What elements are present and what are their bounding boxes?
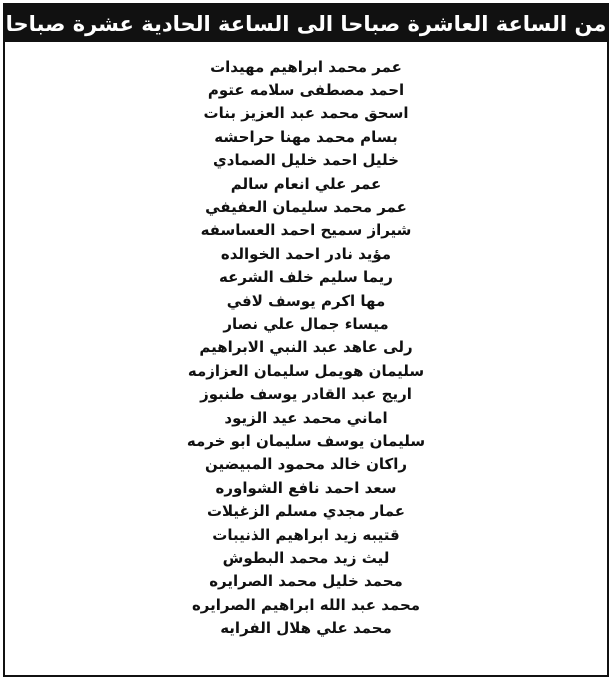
- list-item: محمد عبد الله ابراهيم الصرايره: [191, 595, 421, 614]
- list-item: مؤيد نادر احمد الخوالده: [220, 244, 392, 263]
- list-item: خليل احمد خليل الصمادي: [213, 151, 399, 170]
- list-item: ميساء جمال علي نصار: [223, 314, 389, 333]
- list-item: عمار مجدي مسلم الزغيلات: [206, 502, 406, 521]
- list-item: سعد احمد نافع الشواوره: [215, 478, 397, 497]
- list-item: رلى عاهد عبد النبي الابراهيم: [199, 338, 413, 357]
- list-item: اماني محمد عيد الزيود: [224, 408, 388, 427]
- list-item: مها اكرم يوسف لافي: [226, 291, 386, 310]
- list-item: احمد مصطفى سلامه عتوم: [207, 81, 405, 100]
- page-frame: [3, 3, 609, 677]
- list-item: ليث زيد محمد البطوش: [222, 548, 390, 567]
- list-item: سليمان يوسف سليمان ابو خرمه: [186, 431, 426, 450]
- list-item: اسحق محمد عبد العزيز بنات: [203, 104, 409, 123]
- list-item: عمر محمد سليمان العفيفي: [205, 198, 407, 217]
- list-item: قتيبه زيد ابراهيم الذنيبات: [212, 525, 400, 544]
- list-item: عمر محمد ابراهيم مهيدات: [210, 57, 402, 76]
- names-list: [5, 55, 607, 640]
- list-item: اريج عبد القادر يوسف طنبوز: [200, 385, 412, 404]
- list-item: ريما سليم خلف الشرعه: [219, 268, 393, 287]
- list-item: راكان خالد محمود المبيضين: [204, 455, 408, 474]
- header-title: من الساعة العاشرة صباحا الى الساعة الحادية عشرة صباحا: [5, 11, 607, 36]
- list-item: محمد خليل محمد الصرايره: [209, 572, 403, 591]
- list-item: بسام محمد مهنا حراحشه: [214, 127, 398, 146]
- list-item: عمر علي انعام سالم: [230, 174, 382, 193]
- list-item: سليمان هويمل سليمان العزازمه: [187, 361, 425, 380]
- header-bar: [5, 5, 607, 42]
- list-item: محمد علي هلال الفرايه: [220, 619, 392, 638]
- list-item: شيراز سميح احمد العساسفه: [200, 221, 412, 240]
